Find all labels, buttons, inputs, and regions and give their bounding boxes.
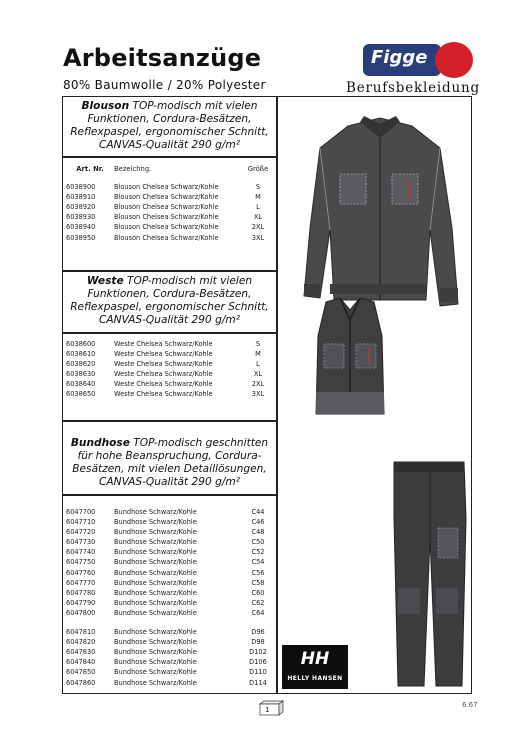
item-description: Weste Chelsea Schwarz/Kohle (114, 390, 213, 399)
article-number: 6047720 (66, 528, 96, 537)
item-size: C54 (251, 558, 265, 567)
item-size: L (256, 203, 260, 212)
article-number: 6047700 (66, 508, 96, 516)
article-number: 6038950 (66, 233, 96, 242)
table-row (66, 527, 271, 537)
article-number: 6047850 (66, 668, 96, 677)
item-description: Weste Chelsea Schwarz/Kohle (114, 350, 213, 359)
article-number: 6047800 (66, 608, 96, 617)
section-line (63, 270, 276, 272)
table-row (66, 598, 271, 608)
item-description: Weste Chelsea Schwarz/Kohle (114, 380, 213, 389)
item-size: M (255, 350, 261, 359)
table-row (66, 557, 271, 567)
article-number: 6038900 (66, 183, 96, 192)
item-description: Bundhose Schwarz/Kohle (114, 638, 197, 647)
item-description: Bundhose Schwarz/Kohle (114, 668, 197, 677)
page-number-box (258, 700, 284, 716)
page-number: 1 (265, 706, 270, 714)
article-number: 6047740 (66, 548, 96, 557)
table-row (66, 359, 271, 369)
section-line (63, 156, 276, 158)
article-number: 6038920 (66, 203, 96, 212)
table-row (66, 182, 271, 192)
table-row (66, 627, 271, 637)
article-number: 6038940 (66, 223, 96, 232)
page-reference: 6.67 (462, 701, 478, 709)
item-description: Blouson Chelsea Schwarz/Kohle (114, 223, 219, 232)
table-row (66, 678, 271, 688)
figge-logo-text: Figge (371, 47, 428, 68)
table-row (66, 588, 271, 598)
table-row (66, 547, 271, 557)
item-size: C60 (251, 588, 265, 597)
table-row (66, 507, 271, 517)
article-number: 6038910 (66, 193, 96, 202)
item-size: XL (253, 370, 263, 379)
blouson-description: Blouson TOP-modisch mit vielen Funktionen, Cordura-Besätzen, Reflexpaspel, ergonomischer Schnitt, CANVAS-Qualität 290 g/m² (70, 100, 269, 151)
item-size: 3XL (251, 233, 265, 242)
blouson-name: Blouson (81, 100, 130, 112)
item-size: C46 (251, 518, 265, 527)
item-size: C64 (251, 608, 265, 617)
item-size: D102 (249, 648, 267, 657)
item-description: Weste Chelsea Schwarz/Kohle (114, 360, 213, 369)
item-size: 2XL (251, 380, 265, 389)
item-description: Bundhose Schwarz/Kohle (114, 608, 197, 617)
item-size: S (255, 183, 261, 192)
blouson-image (300, 108, 460, 308)
item-size: C62 (251, 598, 265, 607)
section-line (63, 494, 276, 496)
bundhose-name: Bundhose (70, 437, 130, 449)
item-description: Bundhose Schwarz/Kohle (114, 658, 197, 667)
item-size: S (255, 340, 261, 348)
article-number: 6047860 (66, 678, 96, 687)
item-size: D98 (251, 638, 265, 647)
item-size: M (255, 193, 261, 202)
article-number: 6047760 (66, 568, 96, 577)
table-row (66, 578, 271, 588)
table-row (66, 349, 271, 359)
column-divider (276, 96, 278, 694)
item-size: 2XL (251, 223, 265, 232)
weste-name: Weste (86, 275, 124, 287)
item-description: Bundhose Schwarz/Kohle (114, 678, 197, 687)
item-description: Bundhose Schwarz/Kohle (114, 578, 197, 587)
table-row (66, 389, 271, 399)
table-row (66, 568, 271, 578)
weste-description: Weste TOP-modisch mit vielen Funktionen, Cordura-Besätzen, Reflexpaspel, ergonomischer Schnitt, CANVAS-Qualität 290 g/m² (70, 275, 269, 326)
article-number: 6038620 (66, 360, 96, 369)
table-header: Art. Nr. Bezeichng. Größe (76, 165, 269, 173)
article-number: 6038600 (66, 340, 96, 348)
item-description: Bundhose Schwarz/Kohle (114, 518, 197, 527)
item-size: C52 (251, 548, 265, 557)
item-size: D96 (251, 628, 265, 637)
table-row (66, 517, 271, 527)
bundhose-image (390, 458, 470, 690)
article-number: 6047840 (66, 658, 96, 667)
item-description: Bundhose Schwarz/Kohle (114, 538, 197, 547)
item-size: C48 (251, 528, 265, 537)
table-row (66, 647, 271, 657)
item-description: Bundhose Schwarz/Kohle (114, 528, 197, 537)
article-number: 6038640 (66, 380, 96, 389)
item-description: Weste Chelsea Schwarz/Kohle (114, 340, 213, 348)
item-description: Bundhose Schwarz/Kohle (114, 558, 197, 567)
article-number: 6047790 (66, 598, 96, 607)
section-line (63, 420, 276, 422)
item-size: L (256, 360, 260, 369)
weste-table (66, 339, 271, 400)
table-row (66, 339, 271, 349)
item-description: Blouson Chelsea Schwarz/Kohle (114, 233, 219, 242)
article-number: 6047710 (66, 518, 96, 527)
material-subtitle: 80% Baumwolle / 20% Polyester (63, 78, 266, 92)
item-description: Bundhose Schwarz/Kohle (114, 648, 197, 657)
item-description: Blouson Chelsea Schwarz/Kohle (114, 203, 219, 212)
item-size: D110 (249, 668, 267, 677)
hh-text: HELLY HANSEN (287, 675, 343, 682)
item-size: C50 (251, 538, 265, 547)
table-row (66, 369, 271, 379)
figge-logo-red-circle (435, 42, 473, 78)
article-number: 6038610 (66, 350, 96, 359)
item-description: Blouson Chelsea Schwarz/Kohle (114, 183, 219, 192)
item-size: D114 (249, 678, 267, 687)
item-description: Bundhose Schwarz/Kohle (114, 588, 197, 597)
article-number: 6047730 (66, 538, 96, 547)
table-row (66, 222, 271, 232)
article-number: 6038630 (66, 370, 96, 379)
item-size: C56 (251, 568, 265, 577)
item-size: XL (253, 213, 263, 222)
article-number: 6047810 (66, 628, 96, 637)
bundhose-description: Bundhose TOP-modisch geschnitten für hohe Beanspruchung, Cordura- Besätzen, mit vielen Detaillösungen, CANVAS-Qualität 290 g/m² (70, 437, 269, 488)
page-title: Arbeitsanzüge (63, 44, 262, 72)
table-row (66, 233, 271, 243)
bundhose-table (66, 507, 271, 688)
item-size: 3XL (251, 390, 265, 399)
table-row (66, 379, 271, 389)
item-description: Bundhose Schwarz/Kohle (114, 598, 197, 607)
blouson-table (66, 164, 271, 243)
item-description: Bundhose Schwarz/Kohle (114, 568, 197, 577)
item-description: Bundhose Schwarz/Kohle (114, 508, 197, 516)
figge-logo (363, 42, 473, 78)
helly-hansen-logo (282, 645, 348, 689)
section-line (63, 332, 276, 334)
article-number: 6047750 (66, 558, 96, 567)
weste-image (312, 296, 388, 422)
article-number: 6047830 (66, 648, 96, 657)
item-size: C58 (251, 578, 265, 587)
item-description: Bundhose Schwarz/Kohle (114, 628, 197, 637)
article-number: 6038930 (66, 213, 96, 222)
article-number: 6038650 (66, 390, 96, 399)
table-row (66, 637, 271, 647)
item-size: D106 (249, 658, 267, 667)
table-row (66, 667, 271, 677)
table-row (66, 608, 271, 618)
table-row (66, 202, 271, 212)
table-row (66, 212, 271, 222)
article-number: 6047770 (66, 578, 96, 587)
table-row (66, 537, 271, 547)
item-description: Blouson Chelsea Schwarz/Kohle (114, 193, 219, 202)
item-description: Weste Chelsea Schwarz/Kohle (114, 370, 213, 379)
table-row (66, 657, 271, 667)
table-row (66, 192, 271, 202)
article-number: 6047820 (66, 638, 96, 647)
item-size: C44 (251, 508, 265, 516)
hh-mark: HH (300, 649, 330, 669)
article-number: 6047780 (66, 588, 96, 597)
brand-subtitle: Berufsbekleidung (346, 80, 480, 96)
item-description: Blouson Chelsea Schwarz/Kohle (114, 213, 219, 222)
item-description: Bundhose Schwarz/Kohle (114, 548, 197, 557)
